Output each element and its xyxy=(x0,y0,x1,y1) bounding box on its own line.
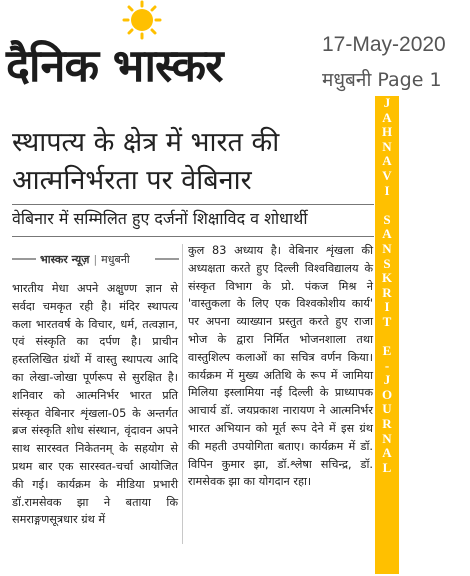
journal-strip-letter: R xyxy=(382,416,392,432)
journal-strip-letter: A xyxy=(382,109,392,125)
journal-strip-letter: - xyxy=(384,357,390,373)
journal-strip-letter: I xyxy=(384,182,390,198)
logo-text: दैनिक भास्कर xyxy=(6,39,223,92)
journal-strip-letter: A xyxy=(382,153,392,169)
article-column-2 xyxy=(188,242,373,491)
column-1-text: भारतीय मेधा अपने अक्षुण्ण ज्ञान से सर्वदा चमकृत रही है। मंदिर स्थापत्य कला भारतवर्ष के विचार, धर्म, तत्वज्ञान, एवं संस्कृति का दर्पण है। प्राचीन हस्तलिखित ग्रंथों में वास्तु स्थापत्य आदि का लेखा-जोखा पूर्णरूप से सुरक्षित है। शनिवार को आत्मनिर्भर भारत प्रति संस्कृत वेबिनार शृंखला-05 के अन्तर्गत ब्रज संस्कृति शोध संस्थान, वृंदावन अपने साथ सारस्वत निकेतनम् के सहयोग से प्रथम बार एक सारस्वत-चर्चा आयोजित की गई। कार्यक्रम के मीडिया प्रभारी डॉ.रामसेवक झा ने बताया कि समराङ्गणसूत्रधार ग्रंथ में xyxy=(12,282,178,527)
journal-strip-letter: N xyxy=(382,138,392,154)
journal-strip-letter: N xyxy=(382,430,392,446)
byline-brand: भास्कर न्यूज़ xyxy=(40,253,90,266)
subhead-divider xyxy=(12,236,374,237)
journal-strip-gap xyxy=(375,330,399,345)
edition-page: मधुबनी Page 1 xyxy=(322,69,442,91)
journal-strip-letter: J xyxy=(383,372,391,388)
journal-strip-letter: H xyxy=(381,124,393,140)
byline xyxy=(40,252,130,267)
column-2-text: कुल 83 अध्याय है। वेबिनार शृंखला की अध्यक्षता करते हुए दिल्ली विश्वविद्यालय के संस्कृत विभाग के प्रो. पंकज मिश्र ने 'वास्तुकला के लिए एक विश्वकोशीय कार्य' पर अपना व्याख्यान प्रस्तुत करते हुए राजा भोज के द्वारा निर्मित भोजनशाला तथा वास्तुशिल्प कलाओं का सचित्र वर्णन किया। कार्यक्रम में मुख्य अतिथि के रूप में जामिया मिलिया इस्लामिया नई दिल्ली के प्राध्यापक आचार्य डॉ. जयप्रकाश नारायण ने आत्मनिर्भर भारत अभियान को मूर्त रूप देने में इस ग्रंथ की महती उपयोगिता बताए। कार्यक्रम में डॉ. विपिन कुमार झा, डॉ.श्लेषा सचिन्द्र, डॉ. रामसेवक झा का योगदान रहा। xyxy=(188,244,373,489)
article-column-1 xyxy=(12,280,178,529)
headline xyxy=(12,124,372,200)
journal-strip-letter: A xyxy=(382,226,392,242)
journal-strip-letter: T xyxy=(382,313,392,329)
byline-rule-right xyxy=(155,258,179,260)
headline-line-2: आत्मनिर्भरता पर वेबिनार xyxy=(12,165,252,196)
journal-strip-letter: O xyxy=(381,386,393,402)
journal-strip-letter: L xyxy=(382,459,392,475)
journal-strip-letter: R xyxy=(382,284,392,300)
column-separator xyxy=(182,244,183,544)
journal-strip-letter: E xyxy=(382,343,392,359)
byline-separator: | xyxy=(93,253,98,266)
journal-strip-letter: S xyxy=(383,211,391,227)
journal-strip-letter: U xyxy=(382,401,392,417)
publication-date: 17-May-2020 xyxy=(322,33,446,56)
byline-rule-left xyxy=(12,258,36,260)
sun-icon xyxy=(122,0,162,40)
journal-strip-letter: I xyxy=(384,299,390,315)
journal-strip-letter: A xyxy=(382,445,392,461)
journal-strip-letter: J xyxy=(383,95,391,110)
subheadline: वेबिनार में सम्मिलित हुए दर्जनों शिक्षाविद व शोधार्थी xyxy=(12,209,308,228)
journal-strip-letter: N xyxy=(382,240,392,256)
byline-place: मधुबनी xyxy=(101,253,130,266)
journal-watermark-strip xyxy=(375,96,399,574)
headline-line-1: स्थापत्य के क्षेत्र में भारत की xyxy=(12,127,280,158)
journal-strip-gap xyxy=(375,198,399,213)
headline-divider xyxy=(12,204,374,205)
journal-strip-letter: V xyxy=(382,167,392,183)
journal-strip-letter: S xyxy=(383,255,391,271)
journal-strip-letter: K xyxy=(381,270,393,286)
newspaper-logo xyxy=(6,0,306,100)
masthead xyxy=(0,0,470,108)
